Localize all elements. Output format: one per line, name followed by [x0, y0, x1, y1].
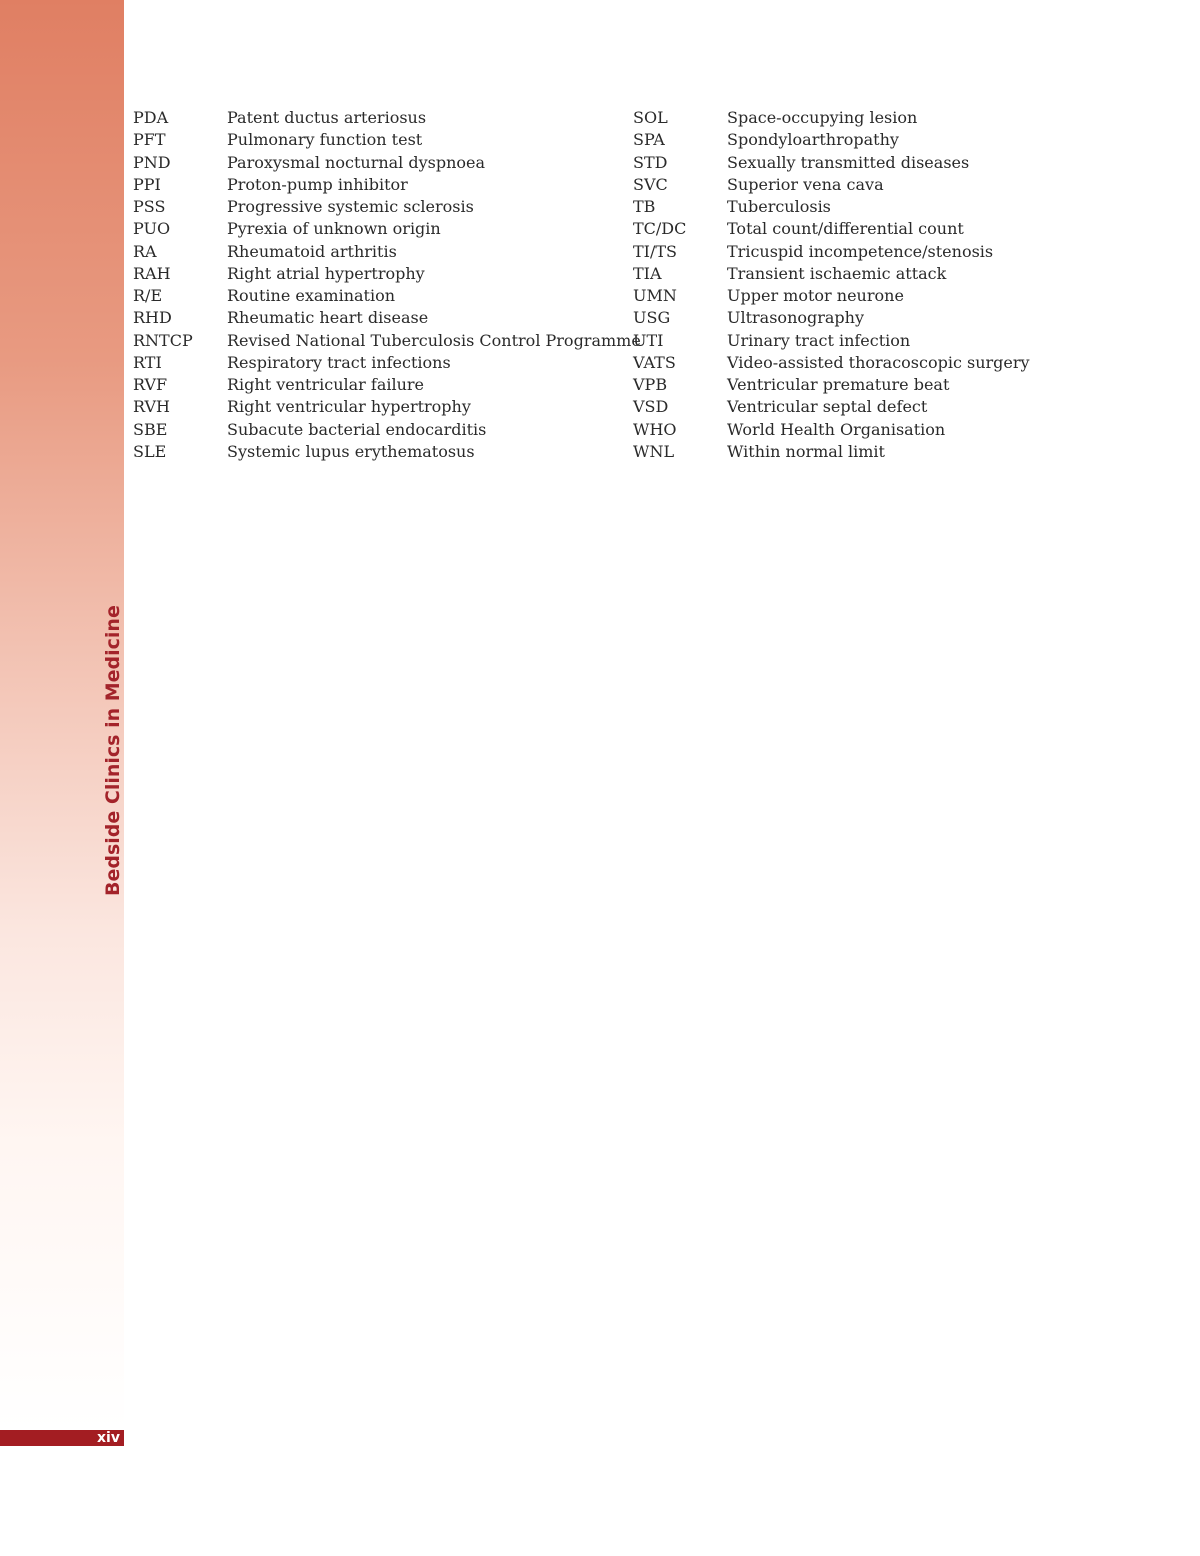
abbreviation-definition: Right ventricular failure	[227, 375, 425, 394]
abbreviation-definition: Video-assisted thoracoscopic surgery	[727, 352, 1030, 372]
abbreviation-row	[633, 196, 1030, 218]
abbreviation-code: PDA	[133, 108, 169, 127]
abbreviation-code: STD	[633, 152, 668, 172]
abbreviation-definition: Urinary tract infection	[727, 330, 911, 350]
abbreviation-definition: World Health Organisation	[727, 419, 946, 439]
abbreviation-definition: Pyrexia of unknown origin	[227, 219, 441, 239]
abbreviation-row	[633, 241, 1030, 263]
abbreviation-definition: Systemic lupus erythematosus	[227, 441, 475, 461]
abbreviation-row	[633, 129, 1030, 151]
abbreviation-row	[133, 152, 641, 174]
abbreviation-row	[133, 218, 641, 240]
abbreviation-code: RA	[133, 241, 157, 261]
abbreviation-code: TIA	[633, 263, 662, 283]
abbreviation-code: TB	[633, 197, 656, 216]
abbreviation-row	[133, 241, 641, 263]
page-number: xiv	[97, 1430, 120, 1446]
abbreviation-code: RTI	[133, 352, 162, 372]
abbreviation-code: R/E	[133, 286, 163, 305]
abbreviation-row	[133, 441, 641, 463]
abbreviation-definition: Ventricular premature beat	[727, 375, 950, 394]
abbreviation-code: UMN	[633, 286, 677, 305]
abbreviation-code: PUO	[133, 219, 171, 239]
abbreviation-definition: Within normal limit	[727, 441, 885, 461]
abbreviation-row	[133, 174, 641, 196]
abbreviation-row	[633, 263, 1030, 285]
abbreviation-row	[633, 107, 1030, 129]
abbreviation-definition: Rheumatic heart disease	[227, 308, 429, 328]
abbreviation-code: VATS	[633, 352, 676, 372]
abbreviation-definition: Revised National Tuberculosis Control Programme	[227, 330, 641, 350]
abbreviation-definition: Proton-pump inhibitor	[227, 174, 408, 194]
abbreviation-definition: Subacute bacterial endocarditis	[227, 419, 487, 439]
abbreviation-code: TC/DC	[633, 219, 687, 239]
abbreviation-code: SVC	[633, 174, 668, 194]
abbreviation-row	[633, 419, 1030, 441]
abbreviation-row	[133, 196, 641, 218]
abbreviation-code: PND	[133, 152, 171, 172]
abbreviation-code: RVF	[133, 375, 168, 394]
abbreviation-row	[633, 374, 1030, 396]
abbreviation-definition: Right atrial hypertrophy	[227, 263, 425, 283]
abbreviation-row	[633, 174, 1030, 196]
abbreviation-row	[133, 352, 641, 374]
abbreviation-row	[633, 330, 1030, 352]
abbreviation-code: RHD	[133, 308, 172, 328]
abbreviation-code: PSS	[133, 197, 166, 216]
abbreviation-code: WHO	[633, 419, 677, 439]
abbreviation-definition: Sexually transmitted diseases	[727, 152, 970, 172]
abbreviation-row	[133, 285, 641, 307]
abbreviation-row	[133, 129, 641, 151]
abbreviation-code: SLE	[133, 441, 167, 461]
abbreviation-code: SPA	[633, 130, 665, 150]
abbreviation-definition: Paroxysmal nocturnal dyspnoea	[227, 152, 486, 172]
abbreviation-code: VSD	[633, 397, 669, 417]
abbreviation-row	[633, 307, 1030, 329]
abbreviation-definition: Tuberculosis	[727, 197, 831, 216]
abbreviation-row	[633, 352, 1030, 374]
abbreviation-row	[133, 307, 641, 329]
abbreviation-code: SOL	[633, 108, 668, 127]
abbreviation-code: VPB	[633, 375, 668, 394]
abbreviation-definition: Spondyloarthropathy	[727, 130, 899, 150]
abbreviation-row	[633, 285, 1030, 307]
abbreviation-code: PFT	[133, 130, 166, 150]
abbreviation-column-left	[133, 107, 641, 463]
abbreviation-definition: Superior vena cava	[727, 174, 884, 194]
abbreviation-definition: Routine examination	[227, 286, 396, 305]
abbreviation-definition: Space-occupying lesion	[727, 108, 918, 127]
abbreviation-definition: Right ventricular hypertrophy	[227, 397, 471, 417]
abbreviation-code: PPI	[133, 174, 161, 194]
abbreviation-definition: Rheumatoid arthritis	[227, 241, 397, 261]
abbreviation-code: WNL	[633, 441, 675, 461]
abbreviation-column-right	[633, 107, 1030, 463]
abbreviation-row	[633, 396, 1030, 418]
abbreviation-code: SBE	[133, 419, 168, 439]
abbreviation-row	[133, 419, 641, 441]
abbreviation-definition: Ultrasonography	[727, 308, 865, 328]
abbreviation-code: RVH	[133, 397, 170, 417]
abbreviation-row	[633, 152, 1030, 174]
running-book-title: Bedside Clinics in Medicine	[102, 605, 124, 896]
abbreviation-definition: Patent ductus arteriosus	[227, 108, 427, 127]
abbreviation-definition: Total count/differential count	[727, 219, 964, 239]
abbreviation-row	[133, 107, 641, 129]
abbreviation-code: RAH	[133, 263, 171, 283]
abbreviation-row	[633, 218, 1030, 240]
abbreviation-row	[133, 396, 641, 418]
abbreviation-code: RNTCP	[133, 330, 193, 350]
abbreviation-row	[133, 330, 641, 352]
abbreviation-row	[633, 441, 1030, 463]
abbreviation-definition: Transient ischaemic attack	[727, 263, 947, 283]
abbreviation-definition: Ventricular septal defect	[727, 397, 928, 417]
abbreviation-code: USG	[633, 308, 671, 328]
abbreviation-row	[133, 374, 641, 396]
abbreviation-code: TI/TS	[633, 241, 678, 261]
page-number-bar	[0, 1430, 124, 1446]
abbreviation-definition: Tricuspid incompetence/stenosis	[727, 241, 994, 261]
abbreviation-definition: Respiratory tract infections	[227, 352, 451, 372]
abbreviation-code: UTI	[633, 330, 664, 350]
abbreviation-definition: Pulmonary function test	[227, 130, 423, 150]
abbreviation-row	[133, 263, 641, 285]
abbreviation-definition: Upper motor neurone	[727, 286, 904, 305]
abbreviation-definition: Progressive systemic sclerosis	[227, 197, 474, 216]
